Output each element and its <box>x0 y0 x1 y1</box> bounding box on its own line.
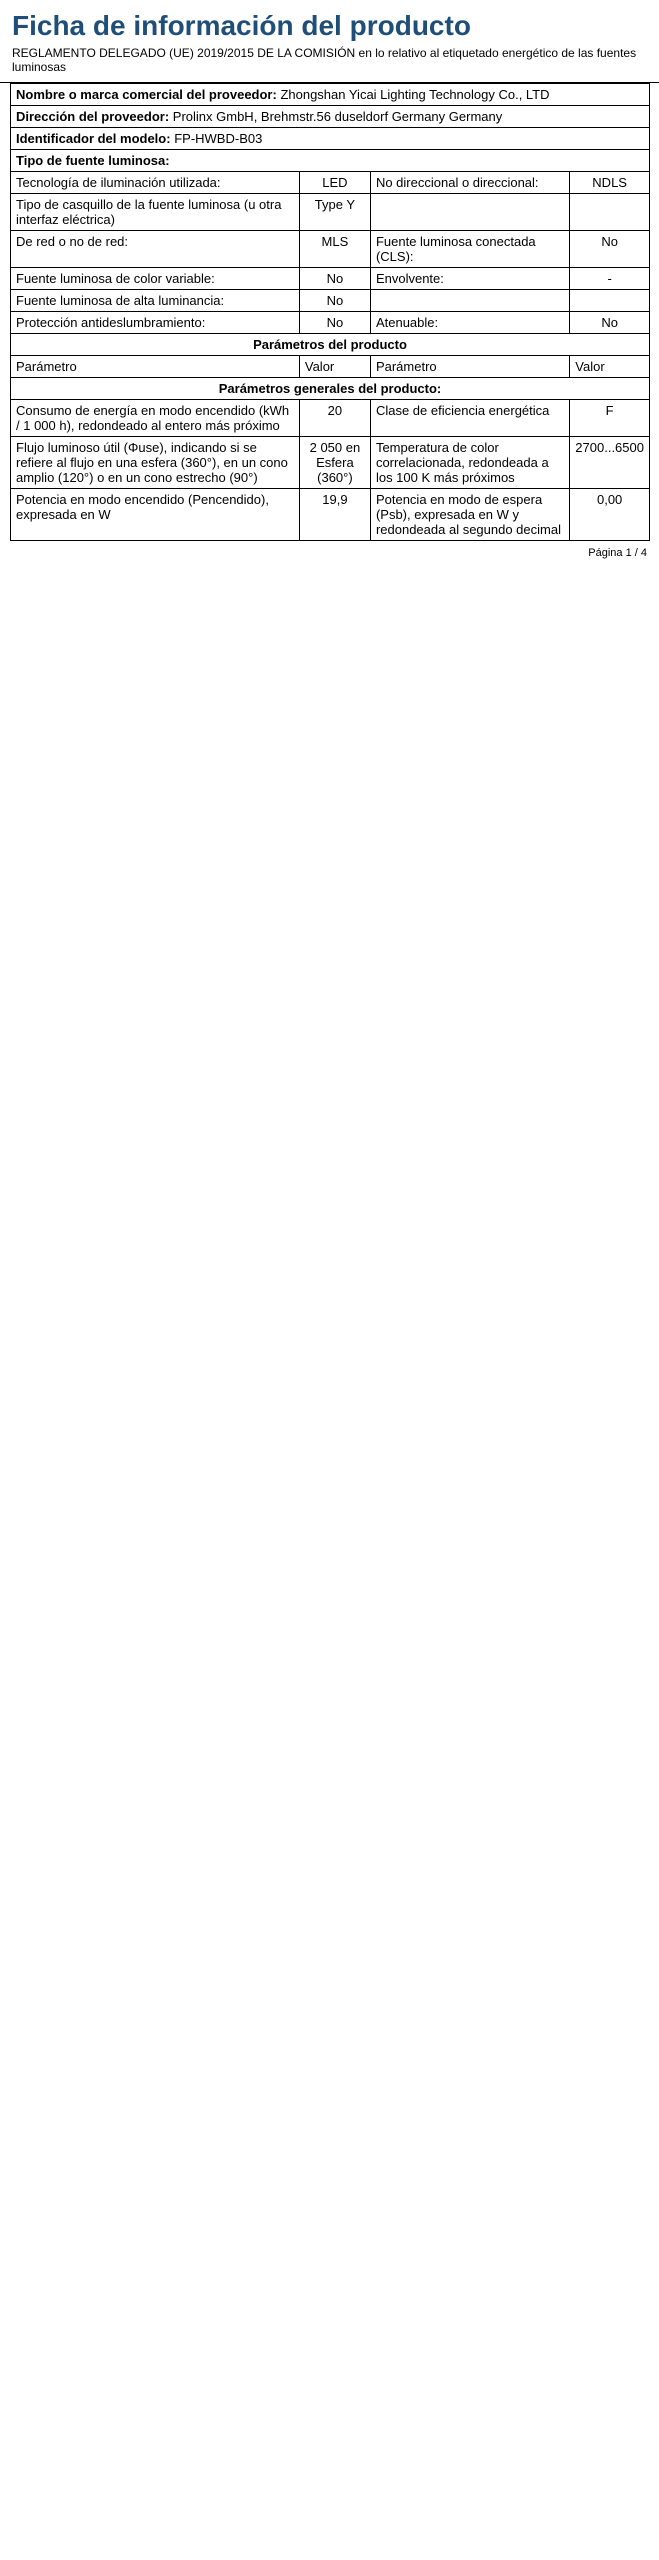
cell: Fuente luminosa conectada (CLS): <box>370 231 569 268</box>
address-label: Dirección del proveedor: <box>16 109 170 124</box>
page-title: Ficha de información del producto <box>12 10 471 41</box>
cell: No <box>299 312 370 334</box>
source-type-title: Tipo de fuente luminosa: <box>11 150 650 172</box>
cell: No direccional o direccional: <box>370 172 569 194</box>
model: FP-HWBD-B03 <box>174 131 263 146</box>
params-title: Parámetros del producto <box>11 334 650 356</box>
supplier-label: Nombre o marca comercial del proveedor: <box>16 87 277 102</box>
cell <box>570 290 650 312</box>
cell: Potencia en modo de espera (Psb), expresada en W y redondeada al segundo decimal <box>370 489 569 541</box>
cell: LED <box>299 172 370 194</box>
cell: Protección antideslumbramiento: <box>11 312 300 334</box>
cell: Consumo de energía en modo encendido (kWh / 1 000 h), redondeado al entero más próximo <box>11 400 300 437</box>
general-title: Parámetros generales del producto: <box>11 378 650 400</box>
cell <box>570 194 650 231</box>
cell: 19,9 <box>299 489 370 541</box>
cell: Fuente luminosa de alta luminancia: <box>11 290 300 312</box>
cell: Fuente luminosa de color variable: <box>11 268 300 290</box>
cell: Temperatura de color correlacionada, redondeada a los 100 K más próximos <box>370 437 569 489</box>
page-number: Página 1 / 4 <box>588 547 647 559</box>
cell <box>370 194 569 231</box>
cell: 2 050 en Esfera (360°) <box>299 437 370 489</box>
col-header: Parámetro <box>370 356 569 378</box>
cell: Envolvente: <box>370 268 569 290</box>
cell: - <box>570 268 650 290</box>
cell: Potencia en modo encendido (Pencendido), expresada en W <box>11 489 300 541</box>
cell: Tecnología de iluminación utilizada: <box>11 172 300 194</box>
col-header: Valor <box>299 356 370 378</box>
cell: 0,00 <box>570 489 650 541</box>
cell <box>370 290 569 312</box>
cell: 2700...6500 <box>570 437 650 489</box>
col-header: Valor <box>570 356 650 378</box>
cell: MLS <box>299 231 370 268</box>
cell: De red o no de red: <box>11 231 300 268</box>
cell: Clase de eficiencia energética <box>370 400 569 437</box>
cell: No <box>299 268 370 290</box>
cell: Type Y <box>299 194 370 231</box>
cell: Tipo de casquillo de la fuente luminosa (u otra interfaz eléctrica) <box>11 194 300 231</box>
cell: NDLS <box>570 172 650 194</box>
model-label: Identificador del modelo: <box>16 131 171 146</box>
supplier: Zhongshan Yicai Lighting Technology Co., LTD <box>280 87 550 102</box>
cell: No <box>570 312 650 334</box>
col-header: Parámetro <box>11 356 300 378</box>
info-table <box>10 83 650 541</box>
address: Prolinx GmbH, Brehmstr.56 duseldorf Germany Germany <box>172 109 503 124</box>
cell: F <box>570 400 650 437</box>
regulation-text: REGLAMENTO DELEGADO (UE) 2019/2015 DE LA COMISIÓN en lo relativo al etiquetado energético de las fuentes luminosas <box>0 46 659 83</box>
cell: Flujo luminoso útil (Φuse), indicando si se refiere al flujo en una esfera (360°), en un cono amplio (120°) o en un cono estrecho (90°) <box>11 437 300 489</box>
cell: Atenuable: <box>370 312 569 334</box>
cell: No <box>570 231 650 268</box>
cell: No <box>299 290 370 312</box>
cell: 20 <box>299 400 370 437</box>
